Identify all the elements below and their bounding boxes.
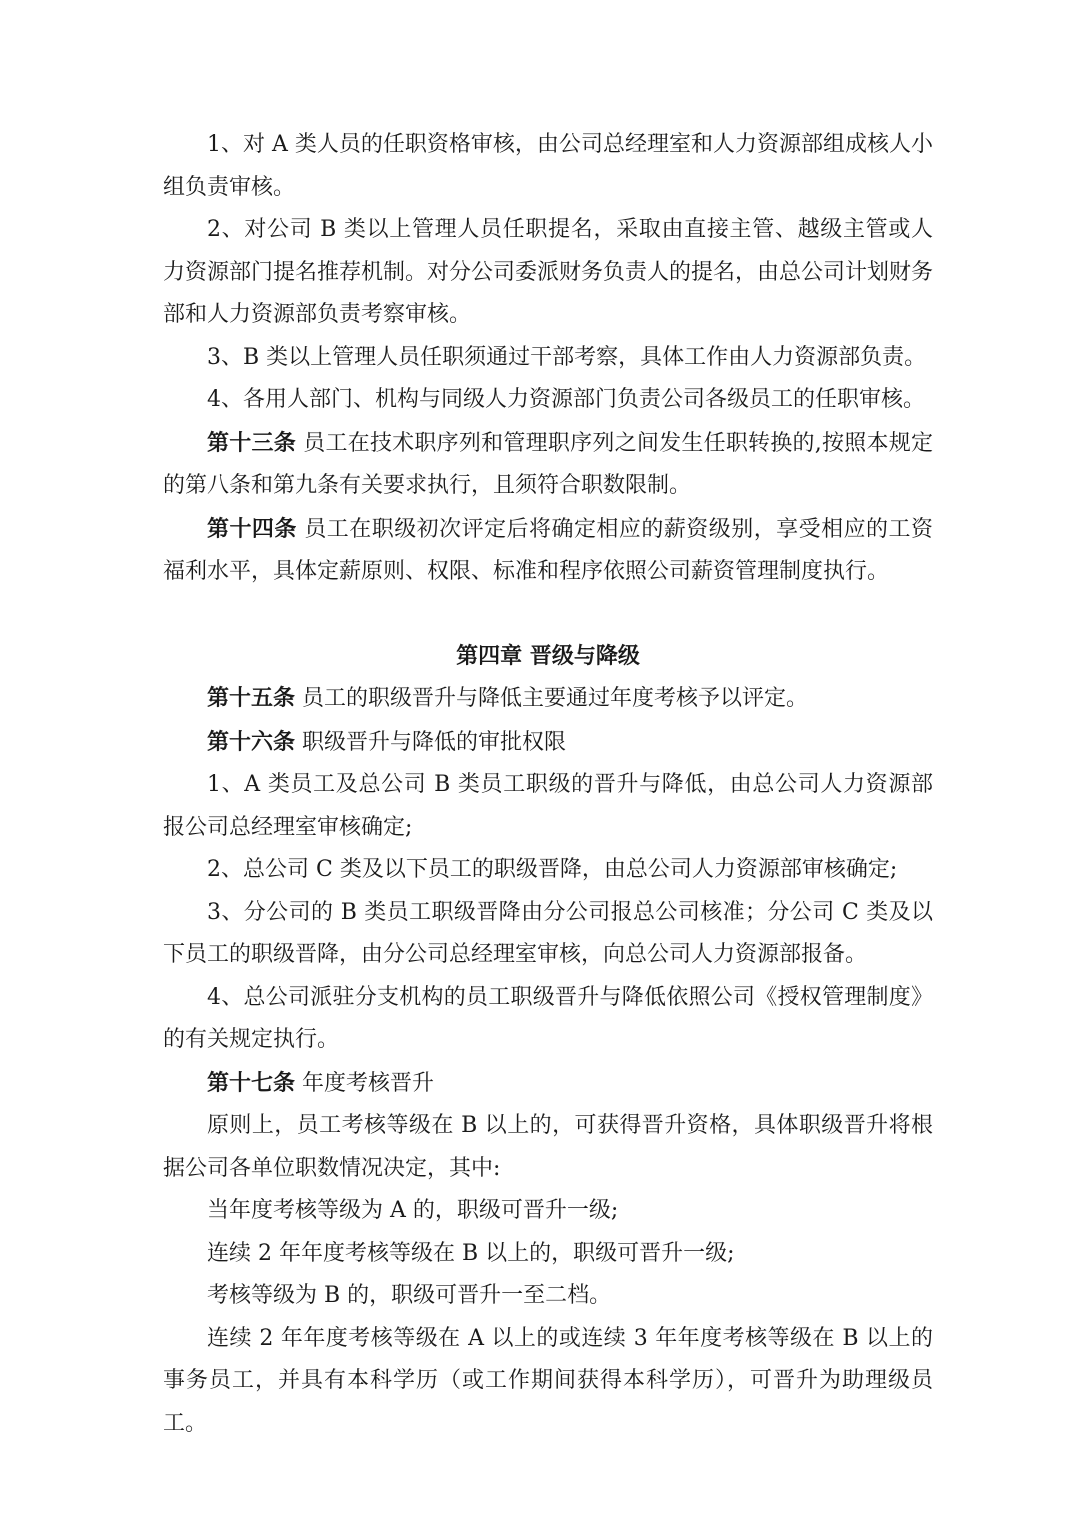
paragraph-12: [163, 977, 933, 1062]
paragraph-17: [163, 1275, 933, 1318]
article-15: [163, 677, 933, 721]
article-heading: 第十六条: [207, 728, 296, 755]
paragraph-1: [163, 124, 933, 209]
paragraph-18: [163, 1318, 933, 1446]
paragraph-text: 员工在技术职序列和管理职序列之间发生任职转换的,按照本规定的第八条和第九条有关要求执行，且须符合职数限制。: [163, 430, 933, 498]
paragraph-text: 4、各用人部门、机构与同级人力资源部门负责公司各级员工的任职审核。: [207, 387, 925, 412]
paragraph-text: 3、分公司的 B 类员工职级晋降由分公司报总公司核准；分公司 C 类及以下员工的职级晋降，由分公司总经理室审核，向总公司人力资源部报备。: [163, 899, 933, 967]
paragraph-16: [163, 1233, 933, 1276]
paragraph-text: 原则上，员工考核等级在 B 以上的，可获得晋升资格，具体职级晋升将根据公司各单位职数情况决定，其中:: [163, 1113, 933, 1181]
article-heading: 第十五条: [207, 685, 296, 711]
paragraph-text: 3、B 类以上管理人员任职须通过干部考察，具体工作由人力资源部负责。: [207, 344, 927, 370]
paragraph-text: 职级晋升与降低的审批权限: [302, 729, 567, 755]
paragraph-3: [163, 337, 933, 380]
section-gap: [163, 594, 933, 635]
paragraph-text: 当年度考核等级为 A 的，职级可晋升一级;: [207, 1198, 619, 1223]
paragraph-15: [163, 1190, 933, 1233]
paragraph-text: 1、对 A 类人员的任职资格审核，由公司总经理室和人力资源部组成核人小组负责审核。: [163, 132, 933, 200]
paragraph-text: 4、总公司派驻分支机构的员工职级晋升与降低依照公司《授权管理制度》的有关规定执行。: [163, 984, 933, 1052]
paragraph-11: [163, 892, 933, 977]
paragraph-9: [163, 764, 933, 849]
article-heading: 第十七条: [207, 1069, 296, 1096]
paragraph-text: 年度考核晋升: [302, 1070, 435, 1096]
paragraph-4: [163, 379, 933, 422]
paragraph-text: 考核等级为 B 的，职级可晋升一至二档。: [207, 1283, 612, 1308]
chapter-title: 第四章 晋级与降级: [456, 642, 640, 669]
paragraph-text: 连续 2 年年度考核等级在 A 以上的或连续 3 年年度考核等级在 B 以上的事务员工，并具有本科学历（或工作期间获得本科学历），可晋升为助理级员工。: [163, 1325, 933, 1436]
paragraph-14: [163, 1105, 933, 1190]
document-page: [163, 124, 933, 1445]
paragraph-text: 员工在职级初次评定后将确定相应的薪资级别，享受相应的工资福利水平，具体定薪原则、权限、标准和程序依照公司薪资管理制度执行。: [163, 516, 933, 584]
paragraph-text: 员工的职级晋升与降低主要通过年度考核予以评定。: [302, 686, 809, 711]
paragraph-text: 连续 2 年年度考核等级在 B 以上的，职级可晋升一级;: [207, 1240, 735, 1266]
article-16: [163, 721, 933, 765]
paragraph-2: [163, 209, 933, 337]
article-14: [163, 508, 933, 594]
paragraph-text: 1、A 类员工及总公司 B 类员工职级的晋升与降低，由总公司人力资源部报公司总经理室审核确定;: [163, 772, 933, 840]
paragraph-10: [163, 849, 933, 892]
article-13: [163, 422, 933, 508]
paragraph-text: 2、对公司 B 类以上管理人员任职提名，采取由直接主管、越级主管或人力资源部门提名推荐机制。对分公司委派财务负责人的提名，由总公司计划财务部和人力资源部负责考察审核。: [163, 217, 934, 327]
article-heading: 第十三条: [207, 429, 296, 456]
article-17: [163, 1062, 933, 1106]
paragraph-text: 2、总公司 C 类及以下员工的职级晋降，由总公司人力资源部审核确定;: [207, 857, 898, 882]
article-heading: 第十四条: [207, 515, 297, 542]
